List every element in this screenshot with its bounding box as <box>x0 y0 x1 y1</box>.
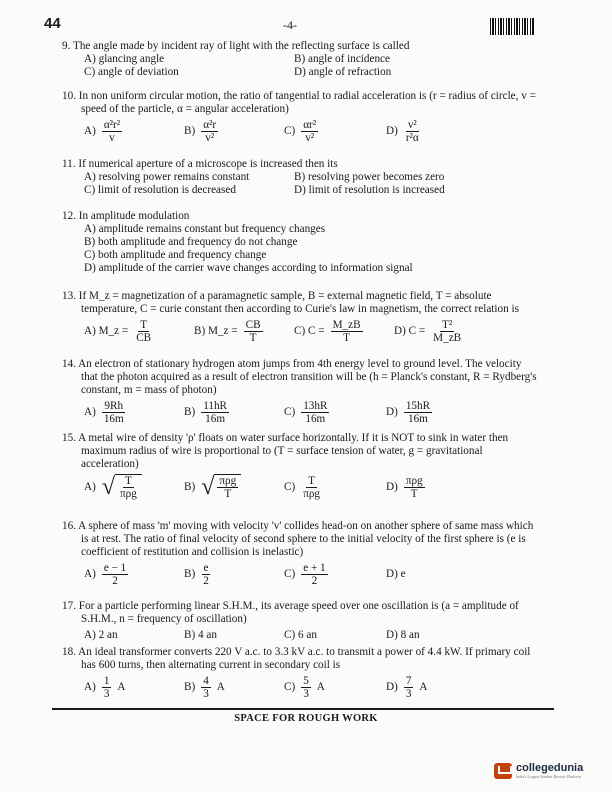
option-d: D) $\frac{7}{3}$ A <box>386 675 428 700</box>
option-c: C) $\frac{T}{\text{πρg}}$ <box>284 474 321 500</box>
option-c: C) limit of resolution is decreased <box>84 184 236 196</box>
question-18 <box>62 646 538 700</box>
option-b: B) both amplitude and frequency do not change <box>84 236 298 248</box>
option-a: A) $\frac{e - 1}{2}$ <box>84 562 127 587</box>
question-stem: 13. If M_z = magnetization of a paramagnetic sample, B = external magnetic field, T = absolute temperature, C = curie constant then according to Curie's law in magnetism, the correct relation is <box>62 290 519 315</box>
option-a: A) $\frac{1}{3}$ A <box>84 675 126 700</box>
option-d: D) C = $\frac{\text{T²}}{M\_zB}$ <box>394 319 462 344</box>
option-d: D) angle of refraction <box>294 66 392 78</box>
watermark-brand: collegedunia <box>516 762 584 774</box>
option-d: D) amplitude of the carrier wave changes according to information signal <box>84 262 413 274</box>
question-stem: 14. An electron of stationary hydrogen atom jumps from 4th energy level to ground level. The velocity that the photon acquired as a result of electron transition will be (h = Planck's constant, R = Rydberg's constant, m = mass of photon) <box>62 358 537 396</box>
question-stem: 10. In non uniform circular motion, the ratio of tangential to radial acceleration is (r = radius of circle, v = speed of the particle, α = angular acceleration) <box>62 90 536 115</box>
option-a: A) 2 an <box>84 629 118 641</box>
option-c: C) C = $\frac{M\_zB}{T}$ <box>294 319 361 344</box>
page-marker: -4- <box>283 18 297 32</box>
question-stem: 16. A sphere of mass 'm' moving with velocity 'v' collides head-on on another sphere of same mass which is at rest. The ratio of final velocity of second sphere to the initial velocity of the first sphere is (e is coefficient of restitution and collision is inelastic) <box>62 520 534 558</box>
option-a: A) amplitude remains constant but frequency changes <box>84 223 326 235</box>
option-c: C) 6 an <box>284 629 317 641</box>
option-b: B) M_z = $\frac{CB}{T}$ <box>194 319 261 344</box>
question-15 <box>62 432 538 500</box>
option-b: B) $\frac{e}{2}$ <box>184 562 209 587</box>
rough-work-label: SPACE FOR ROUGH WORK <box>234 713 378 724</box>
question-stem: 15. A metal wire of density 'ρ' floats on water surface horizontally. If it is NOT to sink in water then maximum radius of wire is proportional to (T = surface tension of water, g = gravitational acceleration) <box>62 432 509 470</box>
footer-divider <box>52 708 554 710</box>
option-c: C) $\frac{5}{3}$ A <box>284 675 325 700</box>
option-b: B) $\frac{11hR}{16m}$ <box>184 400 228 425</box>
option-b: B) 4 an <box>184 629 217 641</box>
option-c: C) $\frac{\text{αr²}}{\text{v²}}$ <box>284 119 317 144</box>
question-12 <box>62 210 538 275</box>
option-c: C) both amplitude and frequency change <box>84 249 267 261</box>
option-a: A) M_z = $\frac{T}{CB}$ <box>84 319 152 344</box>
question-stem: 9. The angle made by incident ray of light with the reflecting surface is called <box>62 40 410 52</box>
question-16 <box>62 520 538 587</box>
option-c: C) $\frac{e + 1}{2}$ <box>284 562 326 587</box>
option-b: B) angle of incidence <box>294 53 390 65</box>
option-b: B) resolving power becomes zero <box>294 171 445 183</box>
watermark-logo <box>494 756 599 786</box>
watermark-tagline: India's Largest Student Review Platform <box>516 774 581 779</box>
question-stem: 17. For a particle performing linear S.H.M., its average speed over one oscillation is (a = amplitude of S.H.M., n = frequency of oscillation) <box>62 600 519 625</box>
option-d: D) 8 an <box>386 629 420 641</box>
option-d: D) $\frac{\text{πρg}}{T}$ <box>386 474 423 500</box>
option-d: D) $\frac{\text{v²}}{\text{r²α}}$ <box>386 119 419 144</box>
option-b: B) $\frac{4}{3}$ A <box>184 675 225 700</box>
question-10 <box>62 90 538 144</box>
question-11 <box>62 158 538 197</box>
option-c: C) $\frac{13hR}{16m}$ <box>284 400 328 425</box>
option-c: C) angle of deviation <box>84 66 179 78</box>
option-d: D) e <box>386 568 406 580</box>
barcode-image <box>490 18 534 35</box>
question-9 <box>62 40 538 79</box>
option-b: B) √ $\frac{\text{πρg}}{T}$ <box>184 474 284 500</box>
option-d: D) limit of resolution is increased <box>294 184 445 196</box>
question-stem: 18. An ideal transformer converts 220 V a.c. to 3.3 kV a.c. to transmit a power of 4.4 kW. If primary coil has 600 turns, then alternating current in secondary coil is <box>62 646 531 671</box>
option-a: A) glancing angle <box>84 53 165 65</box>
option-a: A) $\frac{9Rh}{16m}$ <box>84 400 124 425</box>
page-number: 44 <box>44 15 61 32</box>
question-stem: 12. In amplitude modulation <box>62 210 190 222</box>
question-14 <box>62 358 538 425</box>
question-17 <box>62 600 538 642</box>
option-a: A) resolving power remains constant <box>84 171 250 183</box>
option-b: B) $\frac{\text{α²r}}{\text{v²}}$ <box>184 119 217 144</box>
graduation-cap-icon <box>494 763 512 779</box>
option-a: A) √ $\frac{T}{\text{πρg}}$ <box>84 474 184 500</box>
option-d: D) $\frac{15hR}{16m}$ <box>386 400 431 425</box>
question-stem: 11. If numerical aperture of a microscope is increased then its <box>62 158 338 170</box>
option-a: A) $\frac{\text{α²r²}}{v}$ <box>84 119 121 144</box>
question-13 <box>62 290 538 344</box>
